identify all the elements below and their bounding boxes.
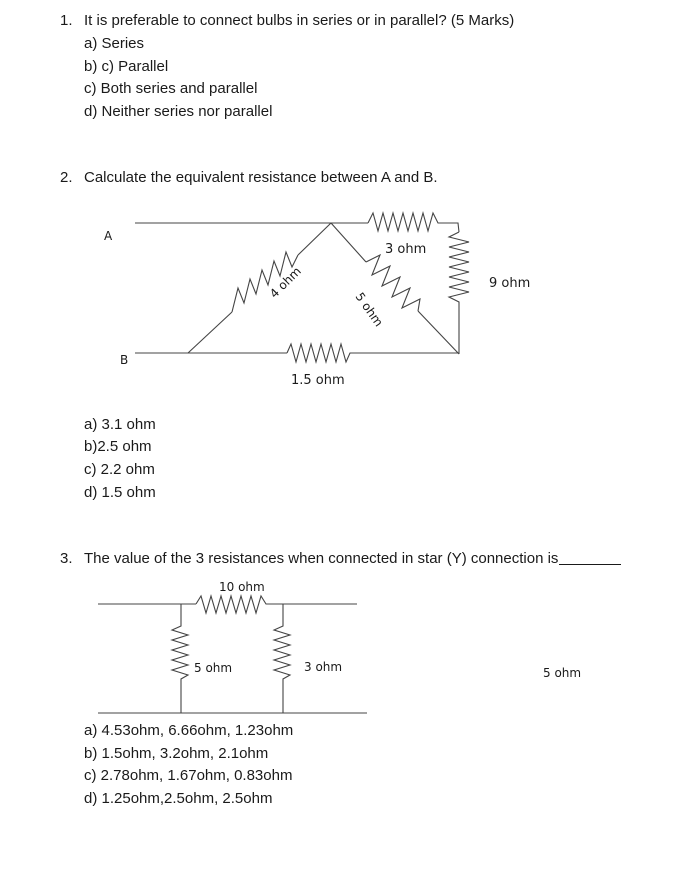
q3-option-b: b) 1.5ohm, 3.2ohm, 2.1ohm — [84, 745, 269, 762]
q1-option-c: c) Both series and parallel — [84, 80, 258, 97]
q2-text: Calculate the equivalent resistance between A and B. — [84, 169, 438, 186]
node-a-label: A — [104, 229, 113, 243]
q1-option-d: d) Neither series nor parallel — [84, 103, 273, 120]
q2-option-b: b)2.5 ohm — [84, 438, 152, 455]
q1-text: It is preferable to connect bulbs in series or in parallel? (5 Marks) — [84, 12, 515, 29]
resistor-5ohm-left-label: 5 ohm — [194, 661, 233, 675]
q3-option-a: a) 4.53ohm, 6.66ohm, 1.23ohm — [84, 722, 294, 739]
resistor-10ohm-label: 10 ohm — [219, 580, 265, 594]
node-b-label: B — [120, 353, 129, 367]
q2-option-d: d) 1.5 ohm — [84, 484, 156, 501]
q1-option-a: a) Series — [84, 35, 145, 52]
q3-option-c: c) 2.78ohm, 1.67ohm, 0.83ohm — [84, 767, 293, 784]
q1-number: 1. — [60, 12, 73, 29]
q1-option-b: b) c) Parallel — [84, 58, 169, 75]
q3-number: 3. — [60, 550, 73, 567]
q2-number: 2. — [60, 169, 73, 186]
resistor-3ohm-label: 3 ohm — [385, 242, 427, 257]
q2-option-a: a) 3.1 ohm — [84, 416, 156, 433]
resistor-3ohm-right-label: 3 ohm — [304, 660, 343, 674]
q2-circuit-wires — [135, 213, 469, 362]
q3-text: The value of the 3 resistances when connected in star (Y) connection is — [84, 550, 621, 568]
resistor-5ohm-label: 5 ohm — [352, 290, 386, 330]
resistor-9ohm-label: 9 ohm — [489, 276, 531, 291]
q3-option-d: d) 1.25ohm,2.5ohm, 2.5ohm — [84, 790, 273, 807]
q2-option-c: c) 2.2 ohm — [84, 461, 155, 478]
resistor-4ohm-label: 4 ohm — [267, 264, 304, 301]
q3-circuit-wires — [98, 596, 367, 713]
answer-blank — [559, 564, 621, 565]
resistor-1-5ohm-label: 1.5 ohm — [291, 373, 345, 388]
resistor-5ohm-side-label: 5 ohm — [543, 666, 582, 680]
